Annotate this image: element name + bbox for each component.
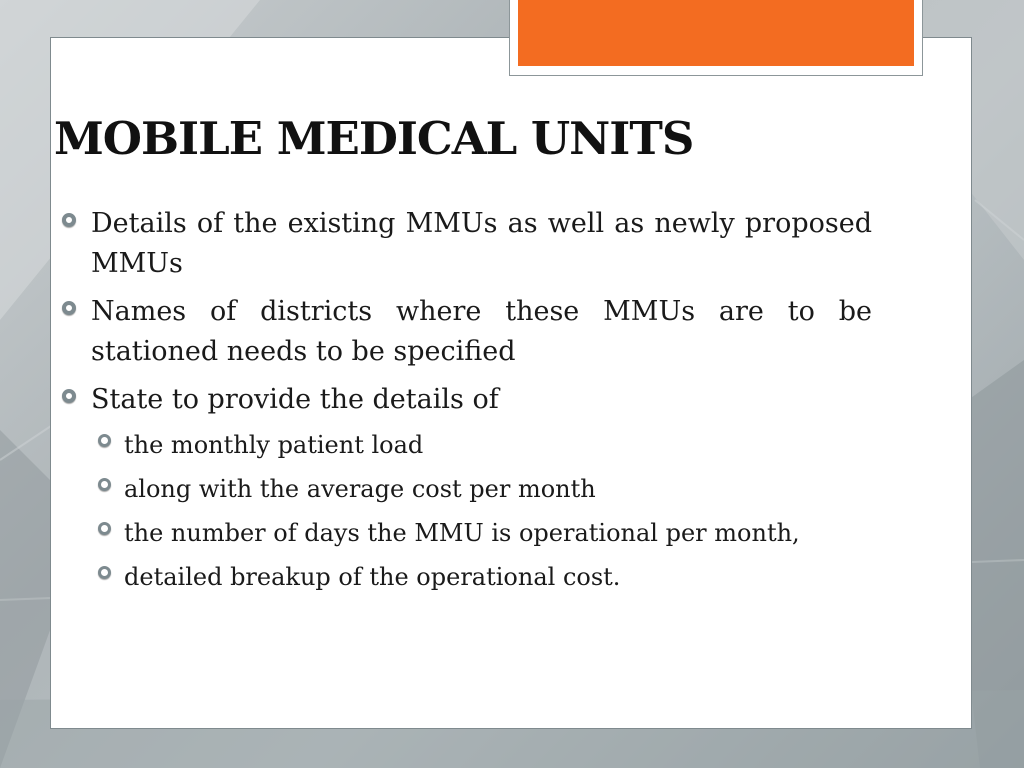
bullet-list (60, 204, 872, 420)
sub-bullet-list (60, 428, 872, 594)
bullet-text: Names of districts where these MMUs are to be stationed needs to be specified (91, 296, 872, 367)
circle-bullet-icon (62, 213, 76, 227)
slide-title: MOBILE MEDICAL UNITS (54, 112, 694, 165)
slide-content (60, 204, 872, 604)
bullet-item (60, 292, 872, 372)
bullet-item (60, 380, 872, 420)
circle-bullet-icon (98, 434, 111, 447)
sub-bullet-text: the number of days the MMU is operational per month, (124, 519, 800, 547)
circle-bullet-icon (62, 301, 76, 315)
orange-accent-bar (518, 0, 914, 66)
sub-bullet-text: detailed breakup of the operational cost. (124, 563, 621, 591)
accent-banner (509, 0, 923, 76)
sub-bullet-item (60, 472, 872, 506)
circle-bullet-icon (98, 478, 111, 491)
sub-bullet-text: along with the average cost per month (124, 475, 596, 503)
bullet-text: Details of the existing MMUs as well as newly proposed MMUs (91, 208, 872, 279)
bullet-item (60, 204, 872, 284)
circle-bullet-icon (62, 389, 76, 403)
sub-bullet-text: the monthly patient load (124, 431, 424, 459)
circle-bullet-icon (98, 522, 111, 535)
bullet-text: State to provide the details of (91, 384, 499, 415)
sub-bullet-item (60, 516, 872, 550)
circle-bullet-icon (98, 566, 111, 579)
sub-bullet-item (60, 428, 872, 462)
sub-bullet-item (60, 560, 872, 594)
